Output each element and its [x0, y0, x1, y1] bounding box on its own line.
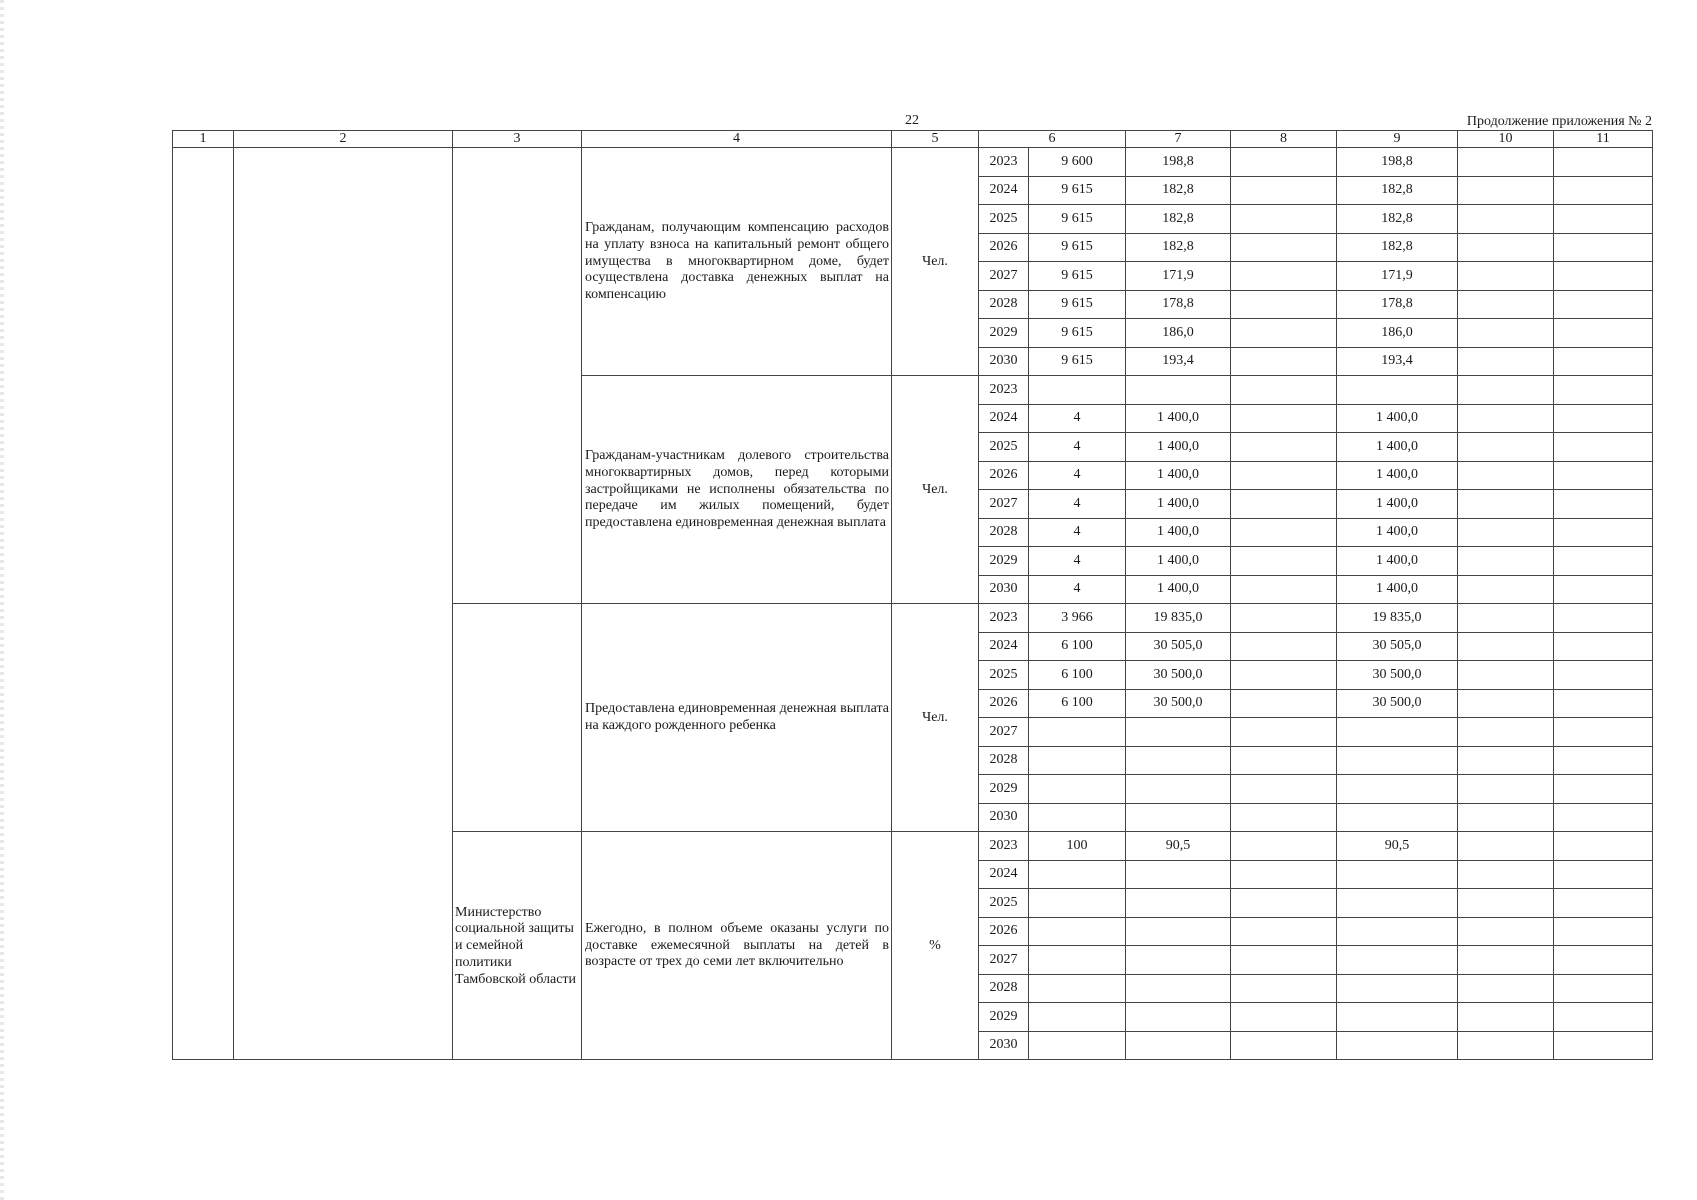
value-cell-c11 — [1554, 233, 1653, 262]
year-cell: 2024 — [979, 176, 1029, 205]
value-cell-c9: 30 505,0 — [1337, 632, 1458, 661]
value-cell-c10 — [1458, 376, 1554, 405]
col-number: 4 — [582, 131, 892, 148]
year-cell: 2027 — [979, 490, 1029, 519]
year-cell: 2029 — [979, 547, 1029, 576]
value-cell-c7 — [1126, 1003, 1231, 1032]
indicators-table — [172, 130, 1653, 1060]
col-number: 7 — [1126, 131, 1231, 148]
value-cell-c10 — [1458, 604, 1554, 633]
value-cell-c11 — [1554, 803, 1653, 832]
value-cell-c10 — [1458, 917, 1554, 946]
col-number: 3 — [453, 131, 582, 148]
col-number: 8 — [1231, 131, 1337, 148]
value-cell-c11 — [1554, 718, 1653, 747]
responsible-organization — [453, 832, 582, 1060]
value-cell-c7: 171,9 — [1126, 262, 1231, 291]
value-cell-c7: 182,8 — [1126, 176, 1231, 205]
year-cell: 2023 — [979, 604, 1029, 633]
column-number-row — [173, 131, 1653, 148]
value-cell-c10 — [1458, 575, 1554, 604]
value-cell-c11 — [1554, 433, 1653, 462]
value-cell-c7: 1 400,0 — [1126, 490, 1231, 519]
value-cell-c9 — [1337, 974, 1458, 1003]
value-cell-c9: 30 500,0 — [1337, 661, 1458, 690]
indicator-description-cell — [582, 604, 892, 832]
col2-empty-cell — [234, 148, 453, 1060]
value-cell-c10 — [1458, 490, 1554, 519]
value-cell-c6: 6 100 — [1029, 661, 1126, 690]
value-cell-c9 — [1337, 803, 1458, 832]
value-cell-c6: 4 — [1029, 404, 1126, 433]
value-cell-c8 — [1231, 889, 1337, 918]
value-cell-c8 — [1231, 974, 1337, 1003]
unit-of-measure: Чел. — [892, 604, 979, 832]
value-cell-c9 — [1337, 746, 1458, 775]
value-cell-c9 — [1337, 718, 1458, 747]
unit-of-measure: Чел. — [892, 376, 979, 604]
value-cell-c9 — [1337, 1003, 1458, 1032]
value-cell-c7: 30 500,0 — [1126, 689, 1231, 718]
value-cell-c8 — [1231, 1003, 1337, 1032]
value-cell-c8 — [1231, 547, 1337, 576]
value-cell-c7 — [1126, 803, 1231, 832]
value-cell-c11 — [1554, 404, 1653, 433]
value-cell-c8 — [1231, 262, 1337, 291]
value-cell-c10 — [1458, 889, 1554, 918]
value-cell-c8 — [1231, 319, 1337, 348]
indicator-description-cell — [582, 148, 892, 376]
value-cell-c7 — [1126, 860, 1231, 889]
year-cell: 2023 — [979, 376, 1029, 405]
value-cell-c8 — [1231, 376, 1337, 405]
value-cell-c9: 182,8 — [1337, 176, 1458, 205]
value-cell-c9: 90,5 — [1337, 832, 1458, 861]
value-cell-c8 — [1231, 860, 1337, 889]
value-cell-c9 — [1337, 1031, 1458, 1060]
value-cell-c8 — [1231, 290, 1337, 319]
value-cell-c10 — [1458, 148, 1554, 177]
value-cell-c9 — [1337, 917, 1458, 946]
value-cell-c10 — [1458, 661, 1554, 690]
value-cell-c10 — [1458, 775, 1554, 804]
value-cell-c6: 9 615 — [1029, 319, 1126, 348]
year-cell: 2027 — [979, 946, 1029, 975]
value-cell-c6: 9 615 — [1029, 233, 1126, 262]
value-cell-c6 — [1029, 746, 1126, 775]
value-cell-c6: 6 100 — [1029, 689, 1126, 718]
value-cell-c6 — [1029, 775, 1126, 804]
value-cell-c11 — [1554, 490, 1653, 519]
year-cell: 2027 — [979, 718, 1029, 747]
value-cell-c10 — [1458, 518, 1554, 547]
value-cell-c10 — [1458, 632, 1554, 661]
year-cell: 2030 — [979, 575, 1029, 604]
value-cell-c10 — [1458, 689, 1554, 718]
value-cell-c11 — [1554, 262, 1653, 291]
value-cell-c9: 182,8 — [1337, 233, 1458, 262]
value-cell-c7: 198,8 — [1126, 148, 1231, 177]
indicator-description: Предоставлена единовременная денежная выплата на каждого рожденного ребенка — [585, 701, 889, 734]
value-cell-c11 — [1554, 290, 1653, 319]
value-cell-c8 — [1231, 347, 1337, 376]
year-cell: 2029 — [979, 775, 1029, 804]
value-cell-c6 — [1029, 376, 1126, 405]
value-cell-c9 — [1337, 860, 1458, 889]
value-cell-c6 — [1029, 718, 1126, 747]
value-cell-c7: 186,0 — [1126, 319, 1231, 348]
value-cell-c6: 4 — [1029, 547, 1126, 576]
value-cell-c10 — [1458, 404, 1554, 433]
value-cell-c8 — [1231, 632, 1337, 661]
value-cell-c6: 4 — [1029, 575, 1126, 604]
value-cell-c6: 3 966 — [1029, 604, 1126, 633]
value-cell-c6 — [1029, 974, 1126, 1003]
year-cell: 2026 — [979, 461, 1029, 490]
value-cell-c7 — [1126, 746, 1231, 775]
value-cell-c9: 1 400,0 — [1337, 518, 1458, 547]
value-cell-c9: 171,9 — [1337, 262, 1458, 291]
value-cell-c11 — [1554, 661, 1653, 690]
value-cell-c6: 4 — [1029, 490, 1126, 519]
col-number: 5 — [892, 131, 979, 148]
value-cell-c11 — [1554, 1003, 1653, 1032]
value-cell-c6 — [1029, 946, 1126, 975]
value-cell-c6: 6 100 — [1029, 632, 1126, 661]
value-cell-c11 — [1554, 148, 1653, 177]
value-cell-c8 — [1231, 1031, 1337, 1060]
value-cell-c11 — [1554, 461, 1653, 490]
value-cell-c6: 9 615 — [1029, 262, 1126, 291]
year-cell: 2030 — [979, 347, 1029, 376]
value-cell-c7 — [1126, 1031, 1231, 1060]
value-cell-c9: 1 400,0 — [1337, 490, 1458, 519]
value-cell-c9: 178,8 — [1337, 290, 1458, 319]
value-cell-c11 — [1554, 518, 1653, 547]
value-cell-c11 — [1554, 632, 1653, 661]
value-cell-c11 — [1554, 946, 1653, 975]
value-cell-c10 — [1458, 319, 1554, 348]
value-cell-c6: 9 615 — [1029, 176, 1126, 205]
table-row — [173, 148, 1653, 177]
value-cell-c10 — [1458, 461, 1554, 490]
value-cell-c10 — [1458, 547, 1554, 576]
value-cell-c6: 9 615 — [1029, 205, 1126, 234]
value-cell-c10 — [1458, 1031, 1554, 1060]
value-cell-c8 — [1231, 233, 1337, 262]
year-cell: 2024 — [979, 632, 1029, 661]
year-cell: 2024 — [979, 404, 1029, 433]
year-cell: 2030 — [979, 803, 1029, 832]
year-cell: 2027 — [979, 262, 1029, 291]
value-cell-c10 — [1458, 233, 1554, 262]
year-cell: 2025 — [979, 889, 1029, 918]
indicator-description-cell — [582, 832, 892, 1060]
value-cell-c10 — [1458, 974, 1554, 1003]
value-cell-c7 — [1126, 974, 1231, 1003]
value-cell-c8 — [1231, 661, 1337, 690]
value-cell-c9: 1 400,0 — [1337, 547, 1458, 576]
value-cell-c11 — [1554, 376, 1653, 405]
value-cell-c11 — [1554, 575, 1653, 604]
value-cell-c8 — [1231, 689, 1337, 718]
value-cell-c10 — [1458, 946, 1554, 975]
value-cell-c7: 19 835,0 — [1126, 604, 1231, 633]
year-cell: 2029 — [979, 319, 1029, 348]
continuation-title: Продолжение приложения № 2 — [1466, 114, 1652, 129]
value-cell-c11 — [1554, 205, 1653, 234]
year-cell: 2028 — [979, 518, 1029, 547]
value-cell-c9 — [1337, 376, 1458, 405]
year-cell: 2028 — [979, 974, 1029, 1003]
value-cell-c7 — [1126, 946, 1231, 975]
value-cell-c7: 30 500,0 — [1126, 661, 1231, 690]
indicator-description: Гражданам-участникам долевого строительства многоквартирных домов, перед которыми застройщиками не исполнены обязательства по передаче им жилых помещений, будет предоставлена единовременная денежная выплата — [585, 448, 889, 531]
indicator-description-cell — [582, 376, 892, 604]
value-cell-c10 — [1458, 176, 1554, 205]
value-cell-c11 — [1554, 689, 1653, 718]
year-cell: 2026 — [979, 917, 1029, 946]
value-cell-c7 — [1126, 376, 1231, 405]
value-cell-c8 — [1231, 746, 1337, 775]
value-cell-c8 — [1231, 518, 1337, 547]
value-cell-c10 — [1458, 347, 1554, 376]
year-cell: 2025 — [979, 661, 1029, 690]
value-cell-c11 — [1554, 889, 1653, 918]
scan-edge-artifact — [0, 0, 4, 1200]
value-cell-c11 — [1554, 1031, 1653, 1060]
value-cell-c7 — [1126, 917, 1231, 946]
year-cell: 2028 — [979, 746, 1029, 775]
value-cell-c11 — [1554, 176, 1653, 205]
col3-empty-cell — [453, 604, 582, 832]
value-cell-c8 — [1231, 148, 1337, 177]
value-cell-c9 — [1337, 775, 1458, 804]
value-cell-c11 — [1554, 832, 1653, 861]
year-cell: 2024 — [979, 860, 1029, 889]
value-cell-c10 — [1458, 860, 1554, 889]
value-cell-c6 — [1029, 889, 1126, 918]
year-cell: 2026 — [979, 233, 1029, 262]
value-cell-c9: 186,0 — [1337, 319, 1458, 348]
indicator-description: Гражданам, получающим компенсацию расходов на уплату взноса на капитальный ремонт общего имущества в многоквартирном доме, будет осуществлена доставка денежных выплат на компенсацию — [585, 220, 889, 303]
value-cell-c11 — [1554, 746, 1653, 775]
value-cell-c6: 9 615 — [1029, 290, 1126, 319]
col-number: 1 — [173, 131, 234, 148]
year-cell: 2023 — [979, 832, 1029, 861]
value-cell-c7: 1 400,0 — [1126, 518, 1231, 547]
value-cell-c10 — [1458, 290, 1554, 319]
value-cell-c7: 1 400,0 — [1126, 575, 1231, 604]
value-cell-c8 — [1231, 433, 1337, 462]
col-number: 2 — [234, 131, 453, 148]
value-cell-c7 — [1126, 775, 1231, 804]
value-cell-c9: 182,8 — [1337, 205, 1458, 234]
value-cell-c10 — [1458, 746, 1554, 775]
value-cell-c8 — [1231, 775, 1337, 804]
value-cell-c6 — [1029, 803, 1126, 832]
value-cell-c6: 9 600 — [1029, 148, 1126, 177]
value-cell-c7: 182,8 — [1126, 205, 1231, 234]
value-cell-c8 — [1231, 917, 1337, 946]
value-cell-c9: 30 500,0 — [1337, 689, 1458, 718]
value-cell-c11 — [1554, 860, 1653, 889]
value-cell-c6: 9 615 — [1029, 347, 1126, 376]
value-cell-c10 — [1458, 1003, 1554, 1032]
value-cell-c9: 1 400,0 — [1337, 404, 1458, 433]
value-cell-c11 — [1554, 917, 1653, 946]
value-cell-c9: 19 835,0 — [1337, 604, 1458, 633]
value-cell-c8 — [1231, 575, 1337, 604]
value-cell-c9: 1 400,0 — [1337, 575, 1458, 604]
organization-text: Министерство социальной защиты и семейной политики Тамбовской области — [455, 904, 577, 987]
value-cell-c9 — [1337, 889, 1458, 918]
value-cell-c9: 198,8 — [1337, 148, 1458, 177]
value-cell-c6 — [1029, 1003, 1126, 1032]
value-cell-c11 — [1554, 974, 1653, 1003]
value-cell-c11 — [1554, 547, 1653, 576]
col-number: 10 — [1458, 131, 1554, 148]
value-cell-c11 — [1554, 319, 1653, 348]
value-cell-c7: 1 400,0 — [1126, 461, 1231, 490]
value-cell-c10 — [1458, 433, 1554, 462]
value-cell-c11 — [1554, 775, 1653, 804]
value-cell-c8 — [1231, 832, 1337, 861]
year-cell: 2025 — [979, 433, 1029, 462]
value-cell-c6 — [1029, 1031, 1126, 1060]
year-cell: 2023 — [979, 148, 1029, 177]
value-cell-c7: 30 505,0 — [1126, 632, 1231, 661]
year-cell: 2025 — [979, 205, 1029, 234]
value-cell-c6: 4 — [1029, 518, 1126, 547]
value-cell-c8 — [1231, 461, 1337, 490]
value-cell-c8 — [1231, 205, 1337, 234]
value-cell-c7: 178,8 — [1126, 290, 1231, 319]
value-cell-c10 — [1458, 205, 1554, 234]
value-cell-c6: 4 — [1029, 461, 1126, 490]
value-cell-c7: 182,8 — [1126, 233, 1231, 262]
value-cell-c7 — [1126, 889, 1231, 918]
indicator-description: Ежегодно, в полном объеме оказаны услуги по доставке ежемесячной выплаты на детей в возрасте от трех до семи лет включительно — [585, 920, 889, 970]
value-cell-c6 — [1029, 917, 1126, 946]
col-number: 9 — [1337, 131, 1458, 148]
value-cell-c9: 193,4 — [1337, 347, 1458, 376]
value-cell-c7: 1 400,0 — [1126, 547, 1231, 576]
unit-of-measure: % — [892, 832, 979, 1060]
value-cell-c10 — [1458, 803, 1554, 832]
col-number: 6 — [979, 131, 1126, 148]
col-number: 11 — [1554, 131, 1653, 148]
year-cell: 2030 — [979, 1031, 1029, 1060]
value-cell-c11 — [1554, 347, 1653, 376]
value-cell-c8 — [1231, 404, 1337, 433]
value-cell-c11 — [1554, 604, 1653, 633]
value-cell-c7: 1 400,0 — [1126, 404, 1231, 433]
value-cell-c8 — [1231, 946, 1337, 975]
value-cell-c9: 1 400,0 — [1337, 461, 1458, 490]
value-cell-c9 — [1337, 946, 1458, 975]
value-cell-c9: 1 400,0 — [1337, 433, 1458, 462]
value-cell-c8 — [1231, 803, 1337, 832]
value-cell-c10 — [1458, 832, 1554, 861]
value-cell-c6: 4 — [1029, 433, 1126, 462]
value-cell-c10 — [1458, 262, 1554, 291]
value-cell-c7: 193,4 — [1126, 347, 1231, 376]
page-number: 22 — [905, 113, 919, 128]
col1-empty-cell — [173, 148, 234, 1060]
value-cell-c8 — [1231, 718, 1337, 747]
year-cell: 2026 — [979, 689, 1029, 718]
value-cell-c8 — [1231, 604, 1337, 633]
value-cell-c7: 90,5 — [1126, 832, 1231, 861]
year-cell: 2029 — [979, 1003, 1029, 1032]
value-cell-c10 — [1458, 718, 1554, 747]
year-cell: 2028 — [979, 290, 1029, 319]
value-cell-c7: 1 400,0 — [1126, 433, 1231, 462]
value-cell-c6 — [1029, 860, 1126, 889]
value-cell-c6: 100 — [1029, 832, 1126, 861]
value-cell-c8 — [1231, 176, 1337, 205]
value-cell-c7 — [1126, 718, 1231, 747]
col3-empty-cell — [453, 148, 582, 604]
value-cell-c8 — [1231, 490, 1337, 519]
unit-of-measure: Чел. — [892, 148, 979, 376]
